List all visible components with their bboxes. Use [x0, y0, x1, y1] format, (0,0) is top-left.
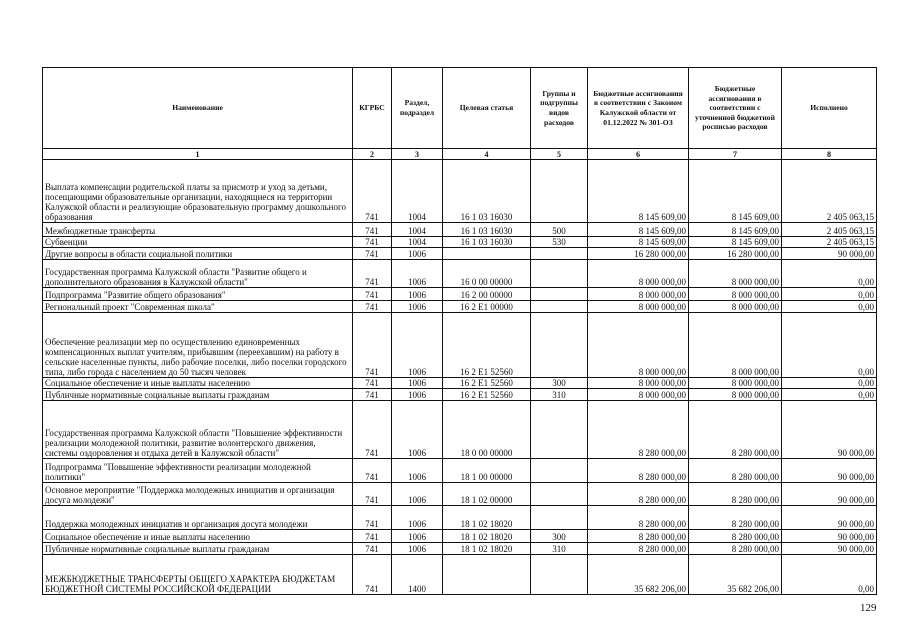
- column-number: 3: [392, 149, 443, 160]
- cell-name: [43, 313, 353, 378]
- cell-kgrbs-text: 741: [365, 226, 379, 236]
- cell-section-text: 1006: [408, 378, 426, 388]
- cell-section-text: 1006: [408, 472, 426, 482]
- cell-law-amount: [588, 459, 689, 483]
- cell-section-text: 1006: [408, 495, 426, 505]
- cell-executed-amount-text: 90 000,00: [838, 532, 874, 542]
- cell-group-text: 300: [552, 378, 566, 388]
- column-number: 2: [353, 149, 392, 160]
- cell-section-text: 1006: [408, 290, 426, 300]
- cell-section-text: 1006: [408, 519, 426, 529]
- cell-refined-amount-text: 8 000 000,00: [731, 277, 779, 287]
- cell-group: [531, 483, 588, 506]
- header-section: Раздел, подраздел: [392, 68, 443, 149]
- cell-group: [531, 301, 588, 313]
- cell-law-amount: [588, 288, 689, 301]
- cell-refined-amount: [689, 530, 782, 543]
- cell-law-amount: [588, 260, 689, 288]
- cell-name-text: Социальное обеспечение и иные выплаты населению: [45, 378, 250, 388]
- cell-target-text: 16 1 03 16030: [460, 226, 513, 236]
- cell-name-text: Социальное обеспечение и иные выплаты населению: [45, 532, 250, 542]
- cell-law-amount: [588, 530, 689, 543]
- cell-law-amount-text: 8 280 000,00: [638, 532, 686, 542]
- cell-group: [531, 378, 588, 389]
- cell-law-amount: [588, 543, 689, 555]
- cell-group: [531, 389, 588, 401]
- cell-section-text: 1006: [408, 390, 426, 400]
- cell-executed-amount: [782, 530, 877, 543]
- cell-kgrbs-text: 741: [365, 378, 379, 388]
- cell-kgrbs: [353, 313, 392, 378]
- header-executed: Исполнено: [782, 68, 877, 149]
- cell-target-text: 16 2 E1 00000: [460, 302, 513, 312]
- cell-law-amount: [588, 483, 689, 506]
- column-number: 8: [782, 149, 877, 160]
- cell-section-text: 1006: [408, 448, 426, 458]
- cell-law-amount-text: 8 000 000,00: [638, 367, 686, 377]
- cell-name: [43, 530, 353, 543]
- cell-section: [392, 389, 443, 401]
- cell-executed-amount-text: 90 000,00: [838, 544, 874, 554]
- table-row: [43, 506, 877, 530]
- cell-name-text: Поддержка молодежных инициатив и организация досуга молодежи: [45, 519, 308, 529]
- cell-name-text: Подпрограмма "Развитие общего образования": [45, 290, 226, 300]
- cell-target: [443, 543, 531, 555]
- cell-kgrbs-text: 741: [365, 472, 379, 482]
- cell-group-text: 310: [552, 544, 566, 554]
- cell-law-amount-text: 8 280 000,00: [638, 472, 686, 482]
- cell-executed-amount: [782, 301, 877, 313]
- cell-executed-amount: [782, 313, 877, 378]
- cell-name: [43, 378, 353, 389]
- cell-group: [531, 260, 588, 288]
- cell-refined-amount-text: 8 000 000,00: [731, 290, 779, 300]
- cell-section-text: 1006: [408, 532, 426, 542]
- page-number: 129: [860, 602, 877, 614]
- cell-kgrbs: [353, 401, 392, 459]
- cell-name-text: Другие вопросы в области социальной политики: [45, 249, 233, 259]
- cell-name-text: Публичные нормативные социальные выплаты гражданам: [45, 390, 270, 400]
- cell-section-text: 1004: [408, 226, 426, 236]
- cell-name-text: Региональный проект "Современная школа": [45, 302, 215, 312]
- cell-name-text: Межбюджетные трансферты: [45, 226, 156, 236]
- cell-law-amount: [588, 389, 689, 401]
- cell-law-amount-text: 16 280 000,00: [634, 249, 686, 259]
- cell-group: [531, 160, 588, 223]
- cell-kgrbs: [353, 288, 392, 301]
- cell-refined-amount: [689, 483, 782, 506]
- cell-refined-amount: [689, 555, 782, 595]
- cell-group: [531, 248, 588, 260]
- cell-law-amount-text: 8 145 609,00: [638, 212, 686, 222]
- cell-section: [392, 223, 443, 237]
- cell-refined-amount-text: 16 280 000,00: [727, 249, 779, 259]
- cell-refined-amount-text: 8 145 609,00: [731, 212, 779, 222]
- cell-target-text: 16 2 E1 52560: [460, 378, 513, 388]
- cell-name: [43, 288, 353, 301]
- cell-section: [392, 248, 443, 260]
- cell-refined-amount: [689, 160, 782, 223]
- cell-law-amount: [588, 378, 689, 389]
- cell-section: [392, 483, 443, 506]
- cell-refined-amount: [689, 288, 782, 301]
- cell-name: [43, 555, 353, 595]
- cell-law-amount-text: 8 280 000,00: [638, 495, 686, 505]
- column-number: 7: [689, 149, 782, 160]
- cell-group: [531, 401, 588, 459]
- cell-section: [392, 160, 443, 223]
- cell-target-text: 18 1 02 18020: [460, 519, 513, 529]
- cell-section: [392, 260, 443, 288]
- cell-executed-amount-text: 0,00: [858, 277, 874, 287]
- cell-group: [531, 313, 588, 378]
- table-row: [43, 555, 877, 595]
- cell-name: [43, 543, 353, 555]
- cell-law-amount-text: 8 280 000,00: [638, 544, 686, 554]
- cell-kgrbs-text: 741: [365, 390, 379, 400]
- cell-name-text: Основное мероприятие "Поддержка молодежных инициатив и организация досуга молодежи": [45, 485, 335, 505]
- cell-executed-amount: [782, 160, 877, 223]
- cell-law-amount: [588, 506, 689, 530]
- cell-kgrbs: [353, 530, 392, 543]
- cell-law-amount: [588, 401, 689, 459]
- column-number-row: [43, 149, 877, 160]
- column-number: 1: [43, 149, 353, 160]
- cell-kgrbs: [353, 543, 392, 555]
- cell-refined-amount-text: 8 280 000,00: [731, 495, 779, 505]
- cell-target: [443, 288, 531, 301]
- cell-law-amount-text: 8 280 000,00: [638, 448, 686, 458]
- cell-kgrbs: [353, 223, 392, 237]
- cell-refined-amount: [689, 543, 782, 555]
- cell-executed-amount: [782, 401, 877, 459]
- cell-kgrbs: [353, 378, 392, 389]
- cell-section: [392, 378, 443, 389]
- cell-kgrbs-text: 741: [365, 290, 379, 300]
- cell-kgrbs-text: 741: [365, 237, 379, 247]
- cell-name: [43, 483, 353, 506]
- cell-name-text: Государственная программа Калужской области "Развитие общего и дополнительного образования в Калужской области": [45, 267, 307, 287]
- cell-group: [531, 459, 588, 483]
- cell-target: [443, 401, 531, 459]
- cell-refined-amount-text: 8 280 000,00: [731, 472, 779, 482]
- cell-kgrbs-text: 741: [365, 367, 379, 377]
- cell-refined-amount-text: 8 000 000,00: [731, 302, 779, 312]
- table-row: [43, 237, 877, 248]
- cell-name: [43, 223, 353, 237]
- cell-group: [531, 506, 588, 530]
- cell-target: [443, 530, 531, 543]
- cell-law-amount: [588, 313, 689, 378]
- cell-law-amount-text: 8 000 000,00: [638, 378, 686, 388]
- cell-name: [43, 260, 353, 288]
- cell-executed-amount-text: 90 000,00: [838, 472, 874, 482]
- table-row: [43, 160, 877, 223]
- cell-refined-amount-text: 8 145 609,00: [731, 226, 779, 236]
- cell-law-amount-text: 8 000 000,00: [638, 390, 686, 400]
- cell-section: [392, 288, 443, 301]
- cell-kgrbs: [353, 459, 392, 483]
- cell-executed-amount-text: 90 000,00: [838, 495, 874, 505]
- cell-kgrbs: [353, 237, 392, 248]
- table-row: [43, 389, 877, 401]
- cell-kgrbs-text: 741: [365, 277, 379, 287]
- cell-section-text: 1006: [408, 367, 426, 377]
- cell-group: [531, 223, 588, 237]
- cell-executed-amount-text: 0,00: [858, 302, 874, 312]
- cell-kgrbs-text: 741: [365, 249, 379, 259]
- cell-section: [392, 401, 443, 459]
- table-row: [43, 543, 877, 555]
- cell-section: [392, 543, 443, 555]
- cell-kgrbs: [353, 301, 392, 313]
- table-row: [43, 530, 877, 543]
- header-refined-amount: Бюджетные ассигнования в соответствии с уточненной бюджетной росписью расходов: [689, 68, 782, 149]
- cell-section-text: 1006: [408, 249, 426, 259]
- table-row: [43, 223, 877, 237]
- cell-refined-amount: [689, 401, 782, 459]
- cell-refined-amount: [689, 389, 782, 401]
- cell-refined-amount-text: 8 280 000,00: [731, 544, 779, 554]
- cell-law-amount-text: 35 682 206,00: [634, 584, 686, 594]
- table-row: [43, 378, 877, 389]
- cell-group: [531, 237, 588, 248]
- table-row: [43, 483, 877, 506]
- cell-kgrbs: [353, 506, 392, 530]
- table-row: [43, 313, 877, 378]
- cell-refined-amount-text: 8 145 609,00: [731, 237, 779, 247]
- cell-name-text: Государственная программа Калужской области "Повышение эффективности реализации молодежной политики, развитие волонтерского движения, системы оздоровления и отдыха детей в Калужской области": [45, 428, 343, 458]
- table-row: [43, 260, 877, 288]
- cell-executed-amount: [782, 223, 877, 237]
- cell-refined-amount: [689, 301, 782, 313]
- cell-group-text: 500: [552, 226, 566, 236]
- cell-target: [443, 506, 531, 530]
- cell-section-text: 1400: [408, 584, 426, 594]
- table-row: [43, 248, 877, 260]
- cell-name-text: Публичные нормативные социальные выплаты гражданам: [45, 544, 270, 554]
- header-name: Наименование: [43, 68, 353, 149]
- cell-executed-amount: [782, 459, 877, 483]
- cell-law-amount-text: 8 000 000,00: [638, 290, 686, 300]
- cell-target-text: 18 1 02 00000: [460, 495, 513, 505]
- cell-name-text: Выплата компенсации родительской платы за присмотр и уход за детьми, посещающими образовательные организации, находящиеся на территории Калужской области и реализующие образовательную программу дошкольного образования: [45, 182, 346, 222]
- cell-kgrbs: [353, 555, 392, 595]
- cell-section-text: 1004: [408, 237, 426, 247]
- cell-executed-amount: [782, 389, 877, 401]
- cell-group: [531, 288, 588, 301]
- cell-name: [43, 389, 353, 401]
- cell-kgrbs: [353, 389, 392, 401]
- cell-target: [443, 237, 531, 248]
- cell-kgrbs-text: 741: [365, 212, 379, 222]
- cell-section: [392, 530, 443, 543]
- cell-law-amount: [588, 223, 689, 237]
- cell-name: [43, 506, 353, 530]
- cell-target-text: 16 1 03 16030: [460, 237, 513, 247]
- cell-executed-amount: [782, 378, 877, 389]
- cell-law-amount: [588, 301, 689, 313]
- cell-group: [531, 555, 588, 595]
- header-target: Целевая статья: [443, 68, 531, 149]
- cell-section: [392, 237, 443, 248]
- cell-target: [443, 260, 531, 288]
- cell-name-text: Подпрограмма "Повышение эффективности реализации молодежной политики": [45, 462, 311, 482]
- header-law-amount: Бюджетные ассигнования в соответствии с Законом Калужской области от 01.12.2022 № 301-ОЗ: [588, 68, 689, 149]
- cell-target-text: 16 2 E1 52560: [460, 390, 513, 400]
- cell-refined-amount-text: 8 000 000,00: [731, 378, 779, 388]
- cell-kgrbs: [353, 483, 392, 506]
- cell-executed-amount: [782, 506, 877, 530]
- cell-executed-amount: [782, 237, 877, 248]
- cell-target: [443, 313, 531, 378]
- table-row: [43, 301, 877, 313]
- cell-refined-amount: [689, 223, 782, 237]
- cell-kgrbs-text: 741: [365, 448, 379, 458]
- cell-refined-amount: [689, 313, 782, 378]
- table-row: [43, 401, 877, 459]
- cell-section: [392, 313, 443, 378]
- cell-kgrbs: [353, 260, 392, 288]
- cell-name: [43, 160, 353, 223]
- cell-kgrbs: [353, 248, 392, 260]
- cell-law-amount-text: 8 000 000,00: [638, 277, 686, 287]
- header-group: Группы и подгруппы видов расходов: [531, 68, 588, 149]
- cell-target: [443, 555, 531, 595]
- cell-law-amount-text: 8 280 000,00: [638, 519, 686, 529]
- cell-target: [443, 483, 531, 506]
- cell-target-text: 18 1 00 00000: [460, 472, 513, 482]
- cell-executed-amount-text: 90 000,00: [838, 448, 874, 458]
- cell-executed-amount: [782, 260, 877, 288]
- cell-name: [43, 459, 353, 483]
- cell-refined-amount-text: 8 280 000,00: [731, 448, 779, 458]
- cell-target: [443, 223, 531, 237]
- cell-refined-amount-text: 8 280 000,00: [731, 519, 779, 529]
- cell-executed-amount-text: 90 000,00: [838, 519, 874, 529]
- cell-section-text: 1006: [408, 277, 426, 287]
- cell-target-text: 18 1 02 18020: [460, 532, 513, 542]
- cell-target: [443, 301, 531, 313]
- cell-executed-amount-text: 2 405 063,15: [826, 212, 874, 222]
- cell-refined-amount: [689, 237, 782, 248]
- cell-name: [43, 301, 353, 313]
- cell-refined-amount: [689, 459, 782, 483]
- table-body: [43, 160, 877, 595]
- cell-refined-amount: [689, 260, 782, 288]
- cell-target: [443, 248, 531, 260]
- cell-executed-amount: [782, 288, 877, 301]
- cell-refined-amount-text: 8 280 000,00: [731, 532, 779, 542]
- column-number: 6: [588, 149, 689, 160]
- cell-executed-amount-text: 90 000,00: [838, 249, 874, 259]
- cell-target-text: 18 1 02 18020: [460, 544, 513, 554]
- header-kgrbs: КГРБС: [353, 68, 392, 149]
- cell-name-text: Субвенции: [45, 237, 88, 247]
- cell-target: [443, 378, 531, 389]
- cell-law-amount-text: 8 145 609,00: [638, 237, 686, 247]
- cell-executed-amount: [782, 248, 877, 260]
- cell-refined-amount: [689, 248, 782, 260]
- cell-law-amount-text: 8 145 609,00: [638, 226, 686, 236]
- cell-section: [392, 459, 443, 483]
- cell-refined-amount: [689, 378, 782, 389]
- cell-name: [43, 248, 353, 260]
- cell-group: [531, 543, 588, 555]
- cell-kgrbs-text: 741: [365, 302, 379, 312]
- cell-kgrbs-text: 741: [365, 584, 379, 594]
- cell-group-text: 300: [552, 532, 566, 542]
- cell-law-amount-text: 8 000 000,00: [638, 302, 686, 312]
- cell-section-text: 1004: [408, 212, 426, 222]
- budget-table: [42, 67, 877, 595]
- cell-section: [392, 555, 443, 595]
- cell-target: [443, 389, 531, 401]
- cell-name: [43, 401, 353, 459]
- cell-executed-amount-text: 2 405 063,15: [826, 226, 874, 236]
- cell-section: [392, 301, 443, 313]
- cell-kgrbs-text: 741: [365, 495, 379, 505]
- table-header-row: [43, 68, 877, 149]
- table-row: [43, 459, 877, 483]
- cell-law-amount: [588, 248, 689, 260]
- cell-executed-amount-text: 0,00: [858, 378, 874, 388]
- cell-target-text: 16 0 00 00000: [460, 277, 513, 287]
- cell-executed-amount-text: 0,00: [858, 290, 874, 300]
- cell-group-text: 310: [552, 390, 566, 400]
- cell-executed-amount-text: 0,00: [858, 584, 874, 594]
- cell-section-text: 1006: [408, 544, 426, 554]
- cell-name: [43, 237, 353, 248]
- cell-kgrbs-text: 741: [365, 544, 379, 554]
- cell-law-amount: [588, 237, 689, 248]
- cell-refined-amount: [689, 506, 782, 530]
- cell-kgrbs-text: 741: [365, 519, 379, 529]
- cell-refined-amount-text: 35 682 206,00: [727, 584, 779, 594]
- cell-kgrbs-text: 741: [365, 532, 379, 542]
- cell-law-amount: [588, 555, 689, 595]
- cell-target-text: 18 0 00 00000: [460, 448, 513, 458]
- cell-target-text: 16 2 00 00000: [460, 290, 513, 300]
- cell-section-text: 1006: [408, 302, 426, 312]
- table-row: [43, 288, 877, 301]
- cell-refined-amount-text: 8 000 000,00: [731, 367, 779, 377]
- cell-name-text: МЕЖБЮДЖЕТНЫЕ ТРАНСФЕРТЫ ОБЩЕГО ХАРАКТЕРА БЮДЖЕТАМ БЮДЖЕТНОЙ СИСТЕМЫ РОССИЙСКОЙ ФЕДЕРАЦИИ: [45, 574, 336, 594]
- cell-executed-amount: [782, 555, 877, 595]
- cell-target-text: 16 2 E1 52560: [460, 367, 513, 377]
- cell-executed-amount-text: 0,00: [858, 367, 874, 377]
- cell-kgrbs: [353, 160, 392, 223]
- cell-refined-amount-text: 8 000 000,00: [731, 390, 779, 400]
- cell-executed-amount-text: 2 405 063,15: [826, 237, 874, 247]
- cell-section: [392, 506, 443, 530]
- cell-executed-amount: [782, 483, 877, 506]
- cell-target: [443, 459, 531, 483]
- column-number: 5: [531, 149, 588, 160]
- cell-group-text: 530: [552, 237, 566, 247]
- column-number: 4: [443, 149, 531, 160]
- cell-executed-amount-text: 0,00: [858, 390, 874, 400]
- cell-law-amount: [588, 160, 689, 223]
- cell-name-text: Обеспечение реализации мер по осуществлению единовременных компенсационных выплат учителям, прибывшим (переехавшим) на работу в сельские населенные пункты, либо рабочие поселки, либо поселки городского типа, либо города с населением до 50 тысяч человек: [45, 337, 347, 377]
- cell-target: [443, 160, 531, 223]
- cell-target-text: 16 1 03 16030: [460, 212, 513, 222]
- cell-group: [531, 530, 588, 543]
- cell-executed-amount: [782, 543, 877, 555]
